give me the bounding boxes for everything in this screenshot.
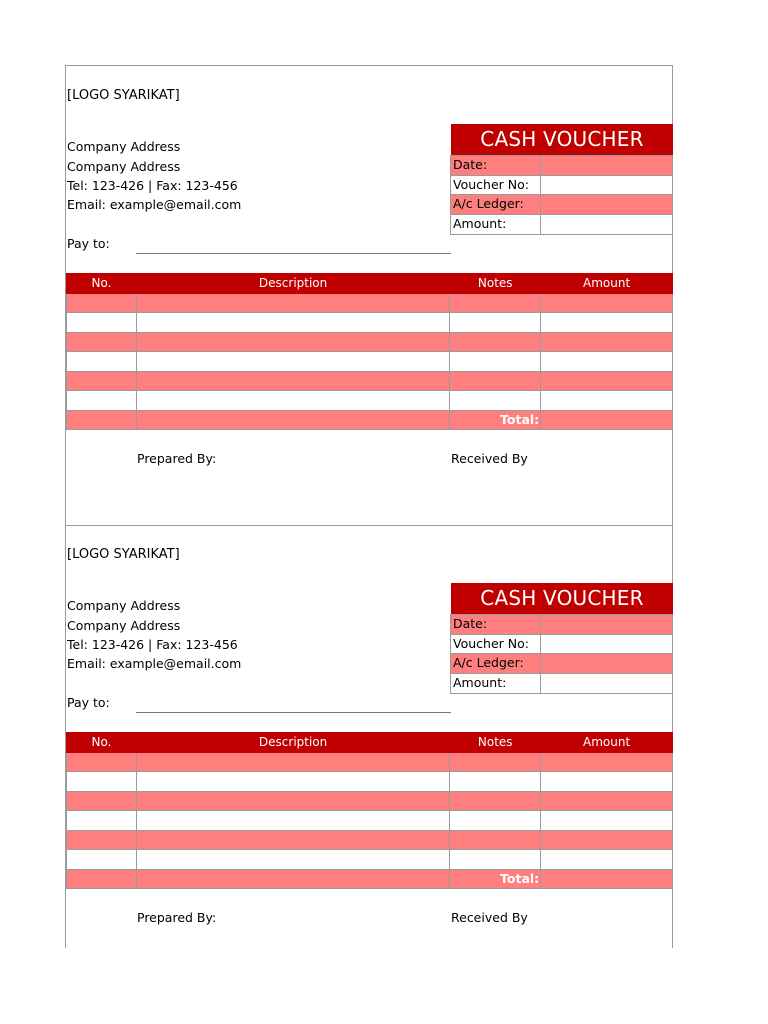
date-field[interactable] bbox=[541, 156, 672, 175]
total-row bbox=[67, 410, 673, 430]
cell[interactable] bbox=[541, 850, 673, 870]
cell[interactable] bbox=[541, 811, 673, 831]
cell[interactable] bbox=[450, 352, 541, 372]
voucher-no-label: Voucher No: bbox=[451, 635, 541, 654]
ac-ledger-label: A/c Ledger: bbox=[451, 195, 541, 214]
voucher-no-row bbox=[451, 635, 672, 655]
items-header-row bbox=[67, 274, 673, 294]
company-phone-fax: Tel: 123-426 | Fax: 123-456 bbox=[67, 178, 238, 193]
cell[interactable] bbox=[136, 352, 449, 372]
cell[interactable] bbox=[541, 752, 673, 772]
ac-ledger-field[interactable] bbox=[541, 654, 672, 673]
col-header-amount: Amount bbox=[541, 274, 673, 294]
col-header-amount: Amount bbox=[541, 733, 673, 753]
table-row bbox=[67, 313, 673, 333]
total-amount-field[interactable] bbox=[541, 869, 673, 889]
company-address-line2: Company Address bbox=[67, 159, 181, 174]
total-row bbox=[67, 869, 673, 889]
received-by-label: Received By bbox=[451, 910, 528, 925]
col-header-no: No. bbox=[67, 274, 137, 294]
cell[interactable] bbox=[541, 371, 673, 391]
voucher-no-field[interactable] bbox=[541, 635, 672, 654]
ac-ledger-row bbox=[451, 654, 672, 674]
cell bbox=[67, 410, 137, 430]
cash-voucher-1 bbox=[65, 65, 673, 526]
date-row bbox=[451, 615, 672, 635]
cell[interactable] bbox=[67, 293, 137, 313]
total-label: Total: bbox=[450, 869, 541, 889]
cell[interactable] bbox=[136, 371, 449, 391]
cell[interactable] bbox=[136, 293, 449, 313]
voucher-title: CASH VOUCHER bbox=[451, 124, 673, 155]
cell[interactable] bbox=[67, 752, 137, 772]
cell bbox=[136, 410, 449, 430]
date-label: Date: bbox=[451, 615, 541, 634]
date-label: Date: bbox=[451, 156, 541, 175]
cell[interactable] bbox=[541, 293, 673, 313]
cell[interactable] bbox=[450, 791, 541, 811]
cell[interactable] bbox=[67, 313, 137, 333]
date-row bbox=[451, 156, 672, 176]
date-field[interactable] bbox=[541, 615, 672, 634]
amount-label: Amount: bbox=[451, 215, 541, 235]
table-row bbox=[67, 791, 673, 811]
cell[interactable] bbox=[136, 811, 449, 831]
table-row bbox=[67, 772, 673, 792]
voucher-no-row bbox=[451, 176, 672, 196]
cell[interactable] bbox=[67, 391, 137, 411]
amount-field[interactable] bbox=[541, 215, 672, 235]
pay-to-label: Pay to: bbox=[67, 695, 110, 710]
company-address-line1: Company Address bbox=[67, 139, 181, 154]
cell[interactable] bbox=[450, 850, 541, 870]
cell[interactable] bbox=[67, 791, 137, 811]
table-row bbox=[67, 811, 673, 831]
company-address-line1: Company Address bbox=[67, 598, 181, 613]
voucher-no-label: Voucher No: bbox=[451, 176, 541, 195]
col-header-no: No. bbox=[67, 733, 137, 753]
pay-to-field[interactable] bbox=[136, 712, 451, 713]
cell[interactable] bbox=[136, 391, 449, 411]
cell[interactable] bbox=[67, 811, 137, 831]
ac-ledger-row bbox=[451, 195, 672, 215]
cell[interactable] bbox=[450, 371, 541, 391]
cell bbox=[136, 869, 449, 889]
table-row bbox=[67, 371, 673, 391]
cell[interactable] bbox=[541, 391, 673, 411]
cell[interactable] bbox=[450, 811, 541, 831]
cell[interactable] bbox=[541, 772, 673, 792]
cell[interactable] bbox=[67, 352, 137, 372]
cell[interactable] bbox=[67, 371, 137, 391]
voucher-no-field[interactable] bbox=[541, 176, 672, 195]
company-logo-placeholder: [LOGO SYARIKAT] bbox=[67, 88, 180, 103]
amount-row bbox=[451, 674, 672, 694]
total-amount-field[interactable] bbox=[541, 410, 673, 430]
cell[interactable] bbox=[136, 752, 449, 772]
ac-ledger-field[interactable] bbox=[541, 195, 672, 214]
cell[interactable] bbox=[541, 830, 673, 850]
cash-voucher-2 bbox=[65, 525, 673, 948]
cell[interactable] bbox=[67, 332, 137, 352]
voucher-info-box bbox=[450, 155, 673, 235]
cell[interactable] bbox=[136, 791, 449, 811]
col-header-notes: Notes bbox=[450, 274, 541, 294]
table-row bbox=[67, 391, 673, 411]
cell[interactable] bbox=[136, 850, 449, 870]
amount-row bbox=[451, 215, 672, 235]
cell[interactable] bbox=[450, 293, 541, 313]
cell[interactable] bbox=[450, 391, 541, 411]
received-by-label: Received By bbox=[451, 451, 528, 466]
voucher-title: CASH VOUCHER bbox=[451, 583, 673, 614]
cell[interactable] bbox=[67, 830, 137, 850]
cell[interactable] bbox=[67, 772, 137, 792]
table-row bbox=[67, 830, 673, 850]
table-row bbox=[67, 850, 673, 870]
cell[interactable] bbox=[541, 352, 673, 372]
cell[interactable] bbox=[450, 752, 541, 772]
cell[interactable] bbox=[450, 830, 541, 850]
company-phone-fax: Tel: 123-426 | Fax: 123-456 bbox=[67, 637, 238, 652]
prepared-by-label: Prepared By: bbox=[137, 910, 217, 925]
pay-to-field[interactable] bbox=[136, 253, 451, 254]
cell[interactable] bbox=[450, 332, 541, 352]
cell[interactable] bbox=[136, 332, 449, 352]
prepared-by-label: Prepared By: bbox=[137, 451, 217, 466]
company-email: Email: example@email.com bbox=[67, 197, 242, 212]
cell[interactable] bbox=[541, 791, 673, 811]
pay-to-label: Pay to: bbox=[67, 236, 110, 251]
cell[interactable] bbox=[67, 850, 137, 870]
company-logo-placeholder: [LOGO SYARIKAT] bbox=[67, 547, 180, 562]
cell[interactable] bbox=[136, 313, 449, 333]
table-row bbox=[67, 752, 673, 772]
table-row bbox=[67, 332, 673, 352]
items-table bbox=[66, 732, 673, 889]
items-header-row bbox=[67, 733, 673, 753]
company-email: Email: example@email.com bbox=[67, 656, 242, 671]
col-header-description: Description bbox=[136, 274, 449, 294]
cell[interactable] bbox=[136, 830, 449, 850]
items-table bbox=[66, 273, 673, 430]
table-row bbox=[67, 293, 673, 313]
cell[interactable] bbox=[541, 313, 673, 333]
company-address-line2: Company Address bbox=[67, 618, 181, 633]
cell[interactable] bbox=[136, 772, 449, 792]
cell[interactable] bbox=[450, 772, 541, 792]
table-row bbox=[67, 352, 673, 372]
cell[interactable] bbox=[541, 332, 673, 352]
col-header-notes: Notes bbox=[450, 733, 541, 753]
total-label: Total: bbox=[450, 410, 541, 430]
amount-label: Amount: bbox=[451, 674, 541, 694]
col-header-description: Description bbox=[136, 733, 449, 753]
voucher-info-box bbox=[450, 614, 673, 694]
cell[interactable] bbox=[450, 313, 541, 333]
ac-ledger-label: A/c Ledger: bbox=[451, 654, 541, 673]
amount-field[interactable] bbox=[541, 674, 672, 694]
cell bbox=[67, 869, 137, 889]
